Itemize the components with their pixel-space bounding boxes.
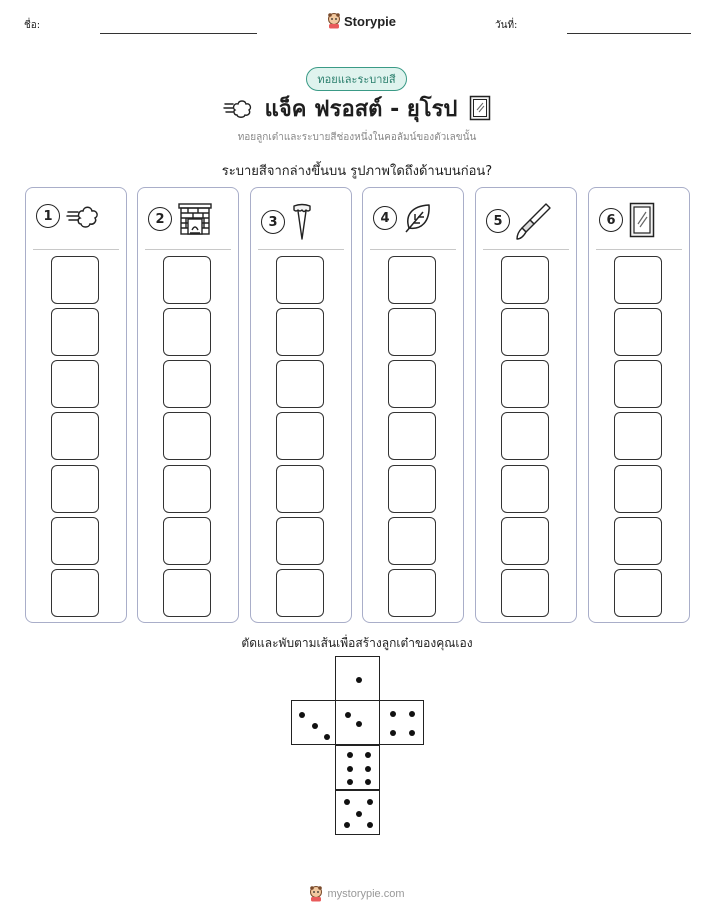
coloring-box[interactable] — [614, 256, 662, 304]
coloring-box[interactable] — [51, 569, 99, 617]
coloring-box[interactable] — [501, 308, 549, 356]
coloring-box[interactable] — [163, 569, 211, 617]
coloring-box[interactable] — [51, 465, 99, 513]
column-number: 2 — [148, 207, 172, 231]
dice-face-1 — [335, 656, 380, 701]
race-column-2 — [137, 187, 239, 623]
dice-face-5 — [335, 790, 380, 835]
coloring-box[interactable] — [388, 360, 436, 408]
column-number: 5 — [486, 209, 510, 233]
dice-pip — [299, 712, 305, 718]
coloring-box[interactable] — [51, 360, 99, 408]
coloring-box[interactable] — [276, 308, 324, 356]
coloring-box[interactable] — [614, 360, 662, 408]
column-number: 4 — [373, 206, 397, 230]
dice-pip — [344, 799, 350, 805]
title-row — [0, 90, 714, 126]
activity-badge: ทอยและระบายสี — [306, 67, 407, 91]
dice-pip — [390, 730, 396, 736]
coloring-box[interactable] — [501, 465, 549, 513]
icicle-icon — [291, 202, 313, 242]
coloring-box[interactable] — [276, 256, 324, 304]
column-number: 6 — [599, 208, 623, 232]
coloring-box[interactable] — [163, 465, 211, 513]
coloring-box[interactable] — [501, 256, 549, 304]
dice-face-4 — [379, 700, 424, 745]
storypie-mascot-icon — [327, 13, 341, 29]
coloring-box[interactable] — [163, 360, 211, 408]
date-label: วันที่: — [495, 20, 518, 31]
coloring-box[interactable] — [163, 517, 211, 565]
coloring-box[interactable] — [51, 256, 99, 304]
dice-pip — [367, 799, 373, 805]
coloring-box[interactable] — [388, 256, 436, 304]
wind-gust-icon — [66, 202, 102, 230]
coloring-box[interactable] — [388, 412, 436, 460]
race-column-6 — [588, 187, 690, 623]
name-line — [100, 33, 257, 34]
coloring-box[interactable] — [51, 308, 99, 356]
dice-face-3 — [291, 700, 336, 745]
coloring-box[interactable] — [614, 308, 662, 356]
date-line — [567, 33, 691, 34]
dice-face-6 — [335, 745, 380, 790]
column-divider — [145, 249, 231, 250]
leaf-icon — [403, 202, 433, 234]
dice-face-2 — [335, 700, 380, 745]
dice-pip — [409, 711, 415, 717]
coloring-box[interactable] — [51, 517, 99, 565]
column-divider — [33, 249, 119, 250]
dice-pip — [347, 752, 353, 758]
frosted-window-icon — [469, 95, 491, 121]
instructions-subtitle: ทอยลูกเต๋าและระบายสีช่องหนึ่งในคอลัมน์ของตัวเลขนั้น — [237, 132, 477, 143]
column-header — [373, 202, 433, 234]
coloring-box[interactable] — [276, 360, 324, 408]
footer-url: mystorypie.com — [327, 888, 405, 900]
name-label: ชื่อ: — [24, 20, 41, 31]
coloring-box[interactable] — [51, 412, 99, 460]
race-column-5 — [475, 187, 577, 623]
race-columns — [25, 187, 690, 623]
column-divider — [596, 249, 682, 250]
coloring-box[interactable] — [163, 308, 211, 356]
dice-pip — [367, 822, 373, 828]
dice-pip — [356, 811, 362, 817]
coloring-box[interactable] — [501, 412, 549, 460]
page-title: แจ็ค ฟรอสต์ - ยุโรป — [264, 96, 458, 122]
cut-caption: ตัดและพับตามเส้นเพื่อสร้างลูกเต๋าของคุณเอง — [241, 636, 473, 650]
column-header — [486, 202, 552, 240]
coloring-box[interactable] — [163, 256, 211, 304]
dice-pip — [365, 766, 371, 772]
dice-pip — [312, 723, 318, 729]
dice-pip — [356, 677, 362, 683]
coloring-box[interactable] — [388, 308, 436, 356]
column-divider — [370, 249, 456, 250]
coloring-box[interactable] — [276, 569, 324, 617]
dice-pip — [324, 734, 330, 740]
coloring-box[interactable] — [388, 465, 436, 513]
brand-logo — [327, 13, 396, 29]
column-header — [36, 202, 102, 230]
coloring-box[interactable] — [388, 517, 436, 565]
coloring-box[interactable] — [614, 517, 662, 565]
wind-gust-icon — [223, 96, 253, 120]
dice-pip — [365, 779, 371, 785]
dice-pip — [390, 711, 396, 717]
column-header — [261, 202, 313, 242]
column-header — [148, 202, 212, 236]
race-column-4 — [362, 187, 464, 623]
dice-pip — [347, 779, 353, 785]
footer — [0, 886, 714, 902]
dice-pip — [365, 752, 371, 758]
dice-pip — [347, 766, 353, 772]
coloring-box[interactable] — [501, 517, 549, 565]
coloring-box[interactable] — [501, 360, 549, 408]
coloring-box[interactable] — [276, 465, 324, 513]
coloring-box[interactable] — [388, 569, 436, 617]
column-number: 3 — [261, 210, 285, 234]
column-header — [599, 202, 655, 238]
coloring-box[interactable] — [163, 412, 211, 460]
coloring-box[interactable] — [276, 517, 324, 565]
race-column-1 — [25, 187, 127, 623]
frosted-window-icon — [629, 202, 655, 238]
coloring-box[interactable] — [614, 465, 662, 513]
coloring-box[interactable] — [501, 569, 549, 617]
brand-name: Storypie — [344, 13, 397, 29]
dice-pip — [356, 721, 362, 727]
storypie-mascot-icon — [309, 886, 323, 902]
paintbrush-icon — [516, 202, 552, 240]
coloring-box[interactable] — [276, 412, 324, 460]
fireplace-icon — [178, 202, 212, 236]
column-divider — [258, 249, 344, 250]
question-text: ระบายสีจากล่างขึ้นบน รูปภาพใดถึงด้านบนก่อน? — [221, 164, 493, 179]
column-divider — [483, 249, 569, 250]
dice-pip — [345, 712, 351, 718]
dice-pip — [344, 822, 350, 828]
race-column-3 — [250, 187, 352, 623]
coloring-box[interactable] — [614, 569, 662, 617]
dice-pip — [409, 730, 415, 736]
column-number: 1 — [36, 204, 60, 228]
coloring-box[interactable] — [614, 412, 662, 460]
